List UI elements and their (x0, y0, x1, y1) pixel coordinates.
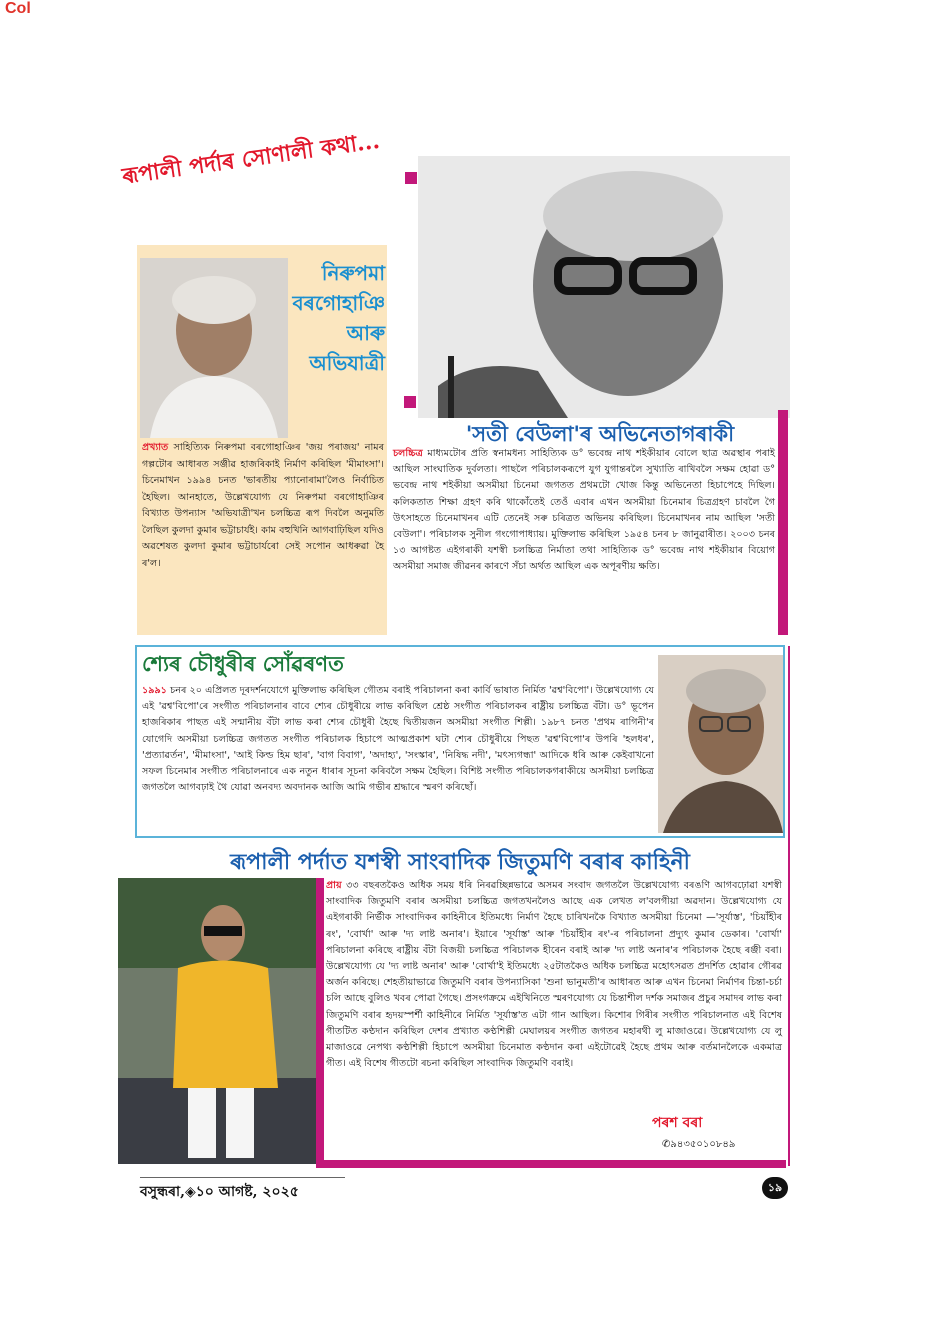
section-header: ৰূপালী পৰ্দাৰ সোণালী কথা... (120, 127, 382, 190)
shyer-body: চনৰ ২০ এপ্ৰিলত দূৰদৰ্শনযোগে মুক্তিলাভ কৰিছিল গৌতম বৰাই পৰিচালনা কৰা কাৰ্বি ভাষাত নিৰ্মিত 'ৱশ্ব'বিপো'। উল্লেখযোগ্য যে এই 'ৱশ্ব'বিপো'ৰে সংগীত পৰিচালনাৰ বাবে শ্যেৰ চৌধুৰীয়ে লাভ কৰিছিল শ্ৰেষ্ঠ সংগীত পৰিচালকৰ ৰাষ্ট্ৰীয় চলচ্চিত্ৰ বঁটা। ড° ভূপেন হাজৰিকাৰ পাছত এই সন্মানীয় বঁটা লাভ কৰা শ্যেৰ চৌধুৰী হৈছে দ্বিতীয়জন অসমীয়া সংগীত শিল্পী। ১৯৮৭ চনত 'প্ৰথম ৰাগিনী'ৰ যোগেদি অসমীয়া চলচ্চিত্ৰ জগতত সংগীত পৰিচালক হিচাপে আত্মপ্ৰকাশ ঘটা শ্যেৰ চৌধুৰীয়ে পিছত 'ৱশ্ব'বিপো'ৰ উপৰি 'হলধৰ', 'প্ৰত্যাৱৰ্তন', 'মীমাংসা', 'আই কিল্ড হিম ছাৰ', 'বাগ বিবাগ', 'অদাহ্য', 'সংস্কাৰ', 'নিষিদ্ধ নদী', 'মৎস্যগন্ধা' আদিকে ধৰি আৰু কেইবাখনো সফল চিনেমাৰ সংগীত পৰিচালনাৰে এক নতুন ধাৰাৰ সূচনা কৰিবলৈ সক্ষম হৈছিল। বিশিষ্ট সংগীত পৰিচালকগৰাকীয়ে অসমীয়া চলচ্চিত্ৰ জগতলৈ আগবঢ়াই থৈ যোৱা অনবদ্য অবদানক আজি আমি গভীৰ শ্ৰদ্ধাৰে স্মৰণ কৰিছোঁ। (142, 685, 654, 794)
nirupama-title-line: অভিযাত্ৰী (309, 351, 385, 375)
nirupama-title-line: আৰু (346, 321, 385, 345)
jitumoni-title: ৰূপালী পৰ্দাত যশস্বী সাংবাদিক জিতুমণি বৰাৰ কাহিনী (230, 849, 690, 875)
jitumoni-photo (118, 878, 318, 1164)
footer-divider (140, 1177, 345, 1178)
shyer-photo (658, 655, 783, 833)
nirupama-title-line: বৰগোহাঞি (292, 291, 385, 315)
shyer-article (142, 683, 654, 796)
sati-lead-word: চলচ্চিত্ৰ (393, 448, 423, 459)
author-name: পৰশ বৰা (652, 1115, 703, 1131)
sati-square-decoration (404, 396, 416, 408)
nirupama-lead-word: প্ৰখ্যাত (142, 442, 169, 453)
author-phone: ✆৯৪৩৫০১০৮৪৯ (662, 1139, 736, 1150)
page-number: ১৯ (762, 1177, 788, 1199)
jitumoni-bottom-bar (316, 1160, 786, 1168)
sati-body: মাধ্যমটোৰ প্ৰতি স্বনামধন্য সাহিত্যিক ড° ভবেন্দ্ৰ নাথ শইকীয়াৰ বোলে ছাত্ৰ অৱস্থাৰ পৰাই আছিল সাংঘাতিক দুৰ্বলতা। পাছলৈ পৰিচালকৰূপে যুগ যুগান্তৰলৈ সুখ্যাতি ৰাখিবলৈ সক্ষম হোৱা ড° ভবেন্দ্ৰ নাথ শইকীয়া অসমীয়া চিনেমা জগতত প্ৰথমটো খোজ কিন্তু অভিনেতা হিচাপেহে দিছিল। কলিকতাত শিক্ষা গ্ৰহণ কৰি থাকোঁতেই তেওঁ এবাৰ এখন অসমীয়া চিনেমাৰ চিত্ৰগ্ৰহণ চাবলৈ গৈ উৎসাহতে চিনেমাখনৰ এটি তেনেই সৰু চৰিত্ৰত অভিনয় কৰিছিল। চিনেমাখনৰ নাম আছিল 'সতী বেউলা'। পৰিচালক সুনীল গংগোপাধ্যায়। মুক্তিলাভ কৰিছিল ১৯৫৪ চনৰ ৮ জানুৱাৰীত। ২০০৩ চনৰ ১৩ আগষ্টত এইগৰাকী যশস্বী চলচ্চিত্ৰ নিৰ্মাতা তথা সাহিত্যিক ড° ভবেন্দ্ৰ নাথ শইকীয়াৰ বিয়োগ অসমীয়া সমাজ জীৱনৰ কাৰণে সঁচা অৰ্থত আছিল এক অপূৰণীয় ক্ষতি। (393, 448, 775, 573)
jitumoni-article (326, 878, 782, 1072)
nirupama-title (290, 258, 385, 378)
header-square-decoration (405, 172, 417, 184)
jitumoni-body: ৩৩ বছৰতকৈও অধিক সময় ধৰি নিৰৱচ্ছিন্নভাৱে অসমৰ সংবাদ জগতলৈ উল্লেখযোগ্য বৰঙণি আগবঢ়োৱা যশস্বী সাংবাদিক জিতুমণি বৰাৰ অসমীয়া চলচ্চিত্ৰ জগতখনলৈও আছে এক লেখত ল'বলগীয়া অৱদান। উল্লেখযোগ্য যে এইগৰাকী নিৰ্ভীক সাংবাদিকৰ কাহিনীৰে ইতিমধ্যে নিৰ্মাণ হৈছে চাৰিখনকৈ বিখ্যাত অসমীয়া চিনেমা —'সূৰ্যাস্ত', 'চিয়াঁহীৰ ৰং', 'বোৰ্খা' আৰু 'দ্য লাষ্ট অনাৰ'। ইয়াৰে 'সূৰ্যাস্ত' আৰু 'চিয়াঁহীৰ ৰং'-ৰ পৰিচালনা প্ৰদ্যুৎ কুমাৰ ডেকাৰ। 'বোৰ্খা' পৰিচালনা কৰিছে ৰাষ্ট্ৰীয় বঁটা বিজয়ী চলচ্চিত্ৰ পৰিচালক হীৰেন বৰাই আৰু 'দ্য লাষ্ট অনাৰ'ৰ পৰিচালক হৈছে ৰঞ্জী বৰা। উল্লেখযোগ্য যে 'দ্য লাষ্ট অনাৰ' আৰু 'বোৰ্খা'ই ইতিমধ্যে ২৫টাতকৈও অধিক চলচ্চিত্ৰ মহোৎসৱত প্ৰদৰ্শিত হোৱাৰ গৌৰৱ অৰ্জন কৰিছে। শেহতীয়াভাৱে জিতুমণি বৰাৰ উপন্যাসিকা 'শুনা ভানুমতী'ৰ আধাৰত আৰু এখন চিনেমা নিৰ্মাণৰ চিন্তা-চৰ্চা চলি আছে বুলিও খবৰ পোৱা গৈছে। প্ৰসংগক্ৰমে এইখিনিতে স্মৰণযোগ্য যে চিন্তাশীল দৰ্শক সমাজৰ প্ৰচুৰ সমাদৰ লাভ কৰা জিতুমণি বৰাৰ হৃদয়স্পৰ্শী কাহিনীৰে নিৰ্মিত 'সূৰ্যাস্ত'ত এটা গান আছিল। কিশোৰ গিৰীৰ সংগীত পৰিচালনাত এই বিশেষ গীতটিত কণ্ঠদান কৰিছিল দেশৰ প্ৰখ্যাত কণ্ঠশিল্পী মেঘালয়ৰ সংগীত জগতৰ মহাৰথী লু মাজাওৱে। উল্লেখযোগ্য যে লু মাজাওৱে নেপথ্য কণ্ঠশিল্পী হিচাপে অসমীয়া চিনেমাত কণ্ঠদান কৰা এইটোৱেই হৈছে প্ৰথম আৰু বৰ্তমানলৈকে একমাত্ৰ গীত। এই বিশেষ গীতটো ৰচনা কৰিছিল সাংবাদিক জিতুমণি বৰাই। (326, 880, 782, 1070)
nirupama-body: সাহিত্যিক নিৰুপমা বৰগোহাঞিৰ 'জয় পৰাজয়' নামৰ গল্পটোৰ আধাৰত সঞ্জীৱ হাজৰিকাই নিৰ্মাণ কৰিছিল 'মীমাংসা'। চিনেমাখন ১৯৯৪ চনত 'ভাৰতীয় প্যানোৰামা'লৈও নিৰ্বাচিত হৈছিল। আনহাতে, উল্লেখযোগ্য যে নিৰুপমা বৰগোহাঞিৰ বিখ্যাত উপন্যাস 'অভিযাত্ৰী'খন চলচ্চিত্ৰ ৰূপ দিবলৈ অনুমতি লৈছিল কুলদা কুমাৰ ভট্টাচাৰ্যই। কাম বহুখিনি আগবাঢ়িছিল যদিও অৱশেষত কুলদা কুমাৰ ভট্টাচাৰ্যৰো সেই সপোন আধৰুৱা হৈ ৰ'ল। (142, 442, 384, 569)
bhabendra-saikia-photo (418, 156, 790, 418)
jitumoni-accent-bar (316, 878, 324, 1168)
right-accent-line (788, 646, 790, 1166)
sati-accent-bar (778, 410, 788, 635)
jitumoni-lead-word: প্ৰায় (326, 880, 342, 891)
nirupama-title-line: নিৰুপমা (321, 261, 385, 285)
shyer-lead-word: ১৯৯১ (142, 685, 167, 696)
footer-text: বসুন্ধৰা,◈১০ আগষ্ট, ২০২৫ (140, 1184, 299, 1200)
nirupama-article (142, 440, 384, 572)
sati-title: 'সতী বেউলা'ৰ অভিনেতাগৰাকী (465, 421, 735, 446)
corner-mark: Col (5, 0, 31, 17)
sati-article (393, 446, 775, 576)
shyer-title: শ্যেৰ চৌধুৰীৰ সোঁৱৰণত (142, 651, 344, 676)
nirupama-photo (140, 258, 288, 438)
